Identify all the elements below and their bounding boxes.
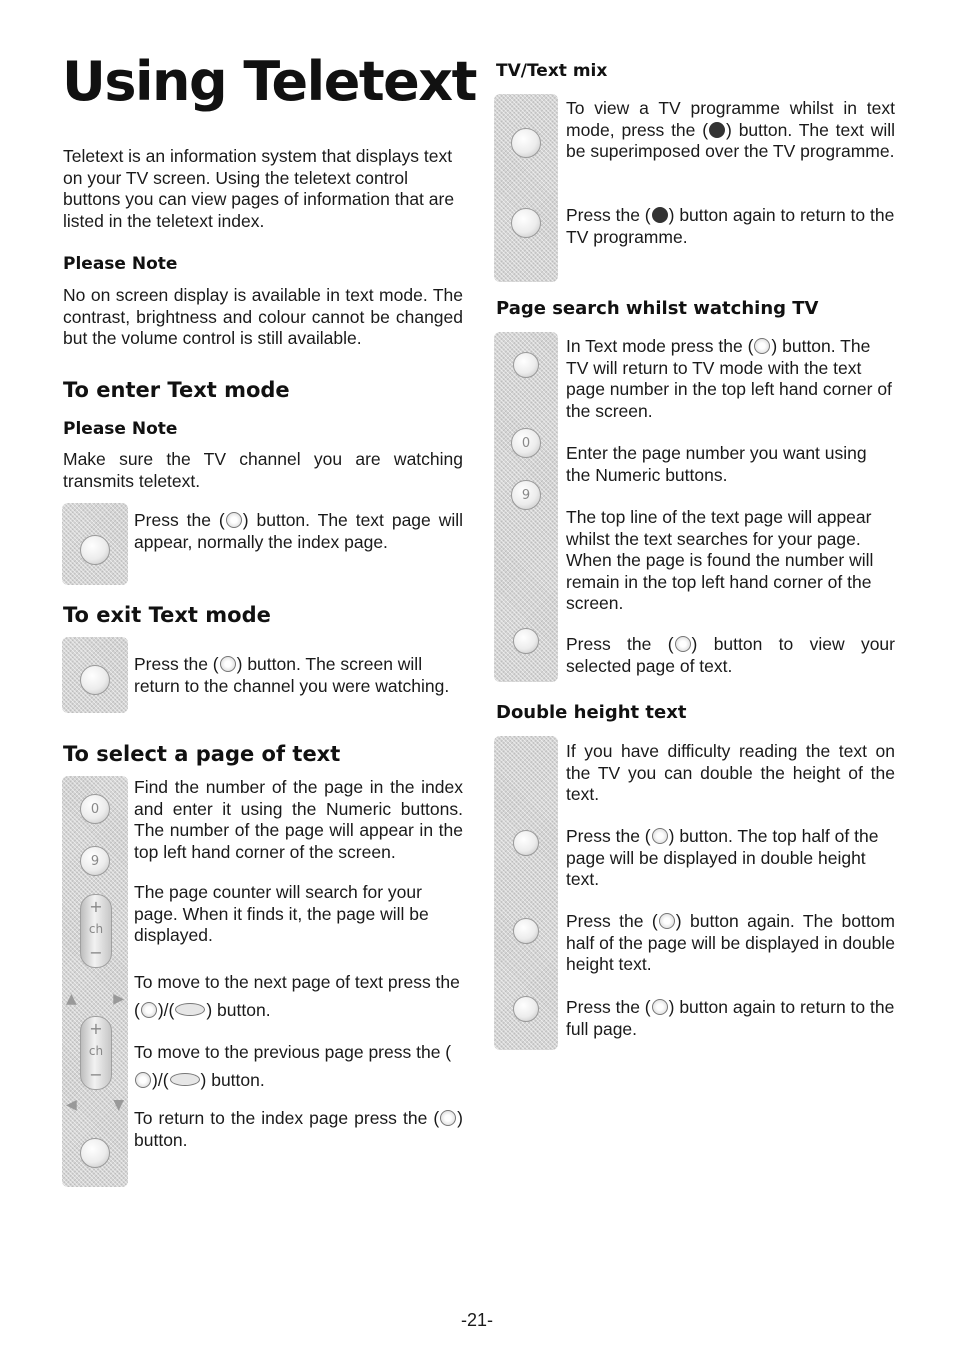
channel-up-icon (141, 1002, 157, 1018)
select-step-5: To return to the index page press the ( ) button. (134, 1108, 463, 1150)
search-step-3: The top line of the text page will appear whilst the text searches for your page. When the page is found the number will remain in the top left hand corner of the screen. (566, 507, 874, 613)
page-title: Using Teletext (62, 50, 476, 113)
select-step-1: Find the number of the page in the index and enter it using the Numeric buttons. The number of the page will appear in the top left hand corner of the screen. (134, 777, 463, 862)
down-arrow-icon: ◀ ▼ (66, 1097, 124, 1113)
cancel-button-icon (754, 338, 770, 354)
cancel-button-icon (513, 628, 539, 654)
text-button-icon (226, 512, 242, 528)
mix-step-1: To view a TV programme whilst in text mode, press the ( ) button. The text will be superimposed over the TV programme. (566, 98, 896, 161)
enter-step: Press the ( ) button. The text page will appear, normally the index page. (134, 510, 463, 552)
digit-9-button-icon: 9 (511, 480, 541, 510)
remote-strip-enter (62, 503, 128, 585)
cancel-button-icon (513, 352, 539, 378)
digit-0-button-icon: 0 (511, 428, 541, 458)
double-step-3: Press the ( ) button again. The bottom half of the page will be displayed in double height text. (566, 911, 895, 974)
search-step-1: In Text mode press the ( ) button. The TV will return to TV mode with the text page number in the top left hand corner of the screen. (566, 336, 892, 421)
up-arrow-icon: ▲ ▶ (66, 991, 124, 1007)
remote-strip-mix (494, 94, 558, 282)
plus-icon: + (89, 1019, 103, 1038)
size-button-icon (513, 996, 539, 1022)
enter-note-heading: Please Note (63, 419, 178, 439)
ch-label: ch (88, 1044, 104, 1058)
double-height-heading: Double height text (496, 702, 687, 723)
cancel-button-icon (675, 636, 691, 652)
index-button-icon (440, 1110, 456, 1126)
digit-0-button-icon: 0 (80, 794, 110, 824)
text-button-icon (80, 535, 110, 565)
channel-down-icon (135, 1072, 151, 1088)
select-page-heading: To select a page of text (63, 742, 341, 766)
please-note-text: No on screen display is available in text mode. The contrast, brightness and colour cannot be changed but the volume control is still available. (63, 285, 463, 348)
double-step-1: If you have difficulty reading the text on the TV you can double the height of the text. (566, 741, 895, 804)
mix-button-icon (511, 128, 541, 158)
search-step-4: Press the ( ) button to view your selected page of text. (566, 634, 895, 676)
up-arrow-icon (175, 1003, 205, 1016)
mix-button-icon (652, 207, 668, 223)
enter-note-text: Make sure the TV channel you are watching transmits teletext. (63, 449, 463, 491)
page-number: -21- (460, 1310, 493, 1330)
mix-step-2: Press the ( ) button again to return to the TV programme. (566, 205, 895, 247)
size-button-icon (513, 830, 539, 856)
mix-button-icon (709, 122, 725, 138)
text-button-icon (80, 665, 110, 695)
enter-text-mode-heading: To enter Text mode (63, 378, 290, 402)
select-step-3: To move to the next page of text press the ( )/( ) button. (134, 972, 460, 1020)
search-step-2: Enter the page number you want using the Numeric buttons. (566, 443, 867, 485)
index-button-icon (80, 1138, 110, 1168)
size-button-icon (659, 913, 675, 929)
double-step-2: Press the ( ) button. The top half of the page will be displayed in double height text. (566, 826, 879, 889)
remote-strip-select (62, 776, 128, 1187)
ch-label: ch (88, 922, 104, 936)
minus-icon: − (89, 1065, 103, 1084)
remote-strip-double (494, 736, 558, 1050)
mix-button-icon (511, 208, 541, 238)
select-step-4: To move to the previous page press the ()/( ) button. (134, 1042, 452, 1090)
exit-step: Press the ( ) button. The screen will return to the channel you were watching. (134, 654, 450, 696)
channel-rocker-icon (80, 894, 112, 968)
down-arrow-icon (170, 1073, 200, 1086)
digit-9-button-icon: 9 (80, 846, 110, 876)
size-button-icon (652, 828, 668, 844)
remote-strip-exit (62, 637, 128, 713)
tv-text-mix-heading: TV/Text mix (496, 61, 608, 81)
text-button-icon (220, 656, 236, 672)
please-note-heading: Please Note (63, 254, 178, 274)
plus-icon: + (89, 897, 103, 916)
remote-strip-search (494, 332, 558, 682)
intro-paragraph: Teletext is an information system that displays text on your TV screen. Using the teletext control buttons you can view pages of information that are listed in the teletext index. (63, 146, 455, 231)
double-step-4: Press the ( ) button again to return to the full page. (566, 997, 895, 1039)
exit-text-mode-heading: To exit Text mode (63, 603, 271, 627)
select-step-2: The page counter will search for your page. When it finds it, the page will be displayed. (134, 882, 429, 945)
size-button-icon (652, 999, 668, 1015)
channel-rocker-icon (80, 1016, 112, 1090)
page-search-heading: Page search whilst watching TV (496, 298, 819, 319)
size-button-icon (513, 918, 539, 944)
minus-icon: − (89, 943, 103, 962)
